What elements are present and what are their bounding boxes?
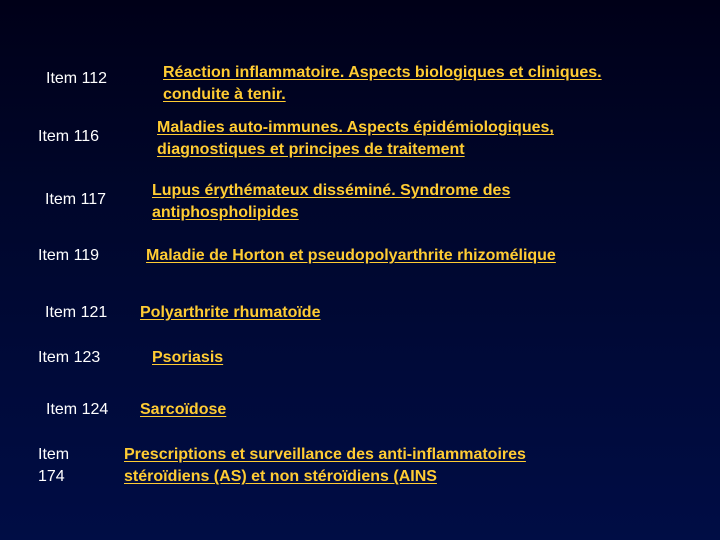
item-174-label: Item 174	[38, 446, 70, 485]
item-123-link[interactable]: Psoriasis	[152, 349, 224, 366]
item-117-label: Item 117	[45, 191, 107, 208]
item-117-link[interactable]: Lupus érythémateux disséminé. Syndrome des antiphospholipides	[152, 182, 511, 221]
item-124-link[interactable]: Sarcoïdose	[140, 401, 227, 418]
item-124-label: Item 124	[46, 401, 109, 418]
item-121-link[interactable]: Polyarthrite rhumatoïde	[140, 304, 321, 321]
item-112-label: Item 112	[46, 70, 108, 87]
item-119-label: Item 119	[38, 247, 100, 264]
item-116-link[interactable]: Maladies auto-immunes. Aspects épidémiologiques, diagnostiques et principes de traitement	[157, 119, 554, 158]
item-116-label: Item 116	[38, 128, 100, 145]
item-174-link[interactable]: Prescriptions et surveillance des anti-inflammatoires stéroïdiens (AS) et non stéroïdiens (AINS	[124, 446, 526, 485]
item-119-link[interactable]: Maladie de Horton et pseudopolyarthrite rhizomélique	[146, 247, 556, 264]
item-112-link[interactable]: Réaction inflammatoire. Aspects biologiques et cliniques. conduite à tenir.	[163, 64, 602, 103]
item-121-label: Item 121	[45, 304, 108, 321]
item-123-label: Item 123	[38, 349, 101, 366]
